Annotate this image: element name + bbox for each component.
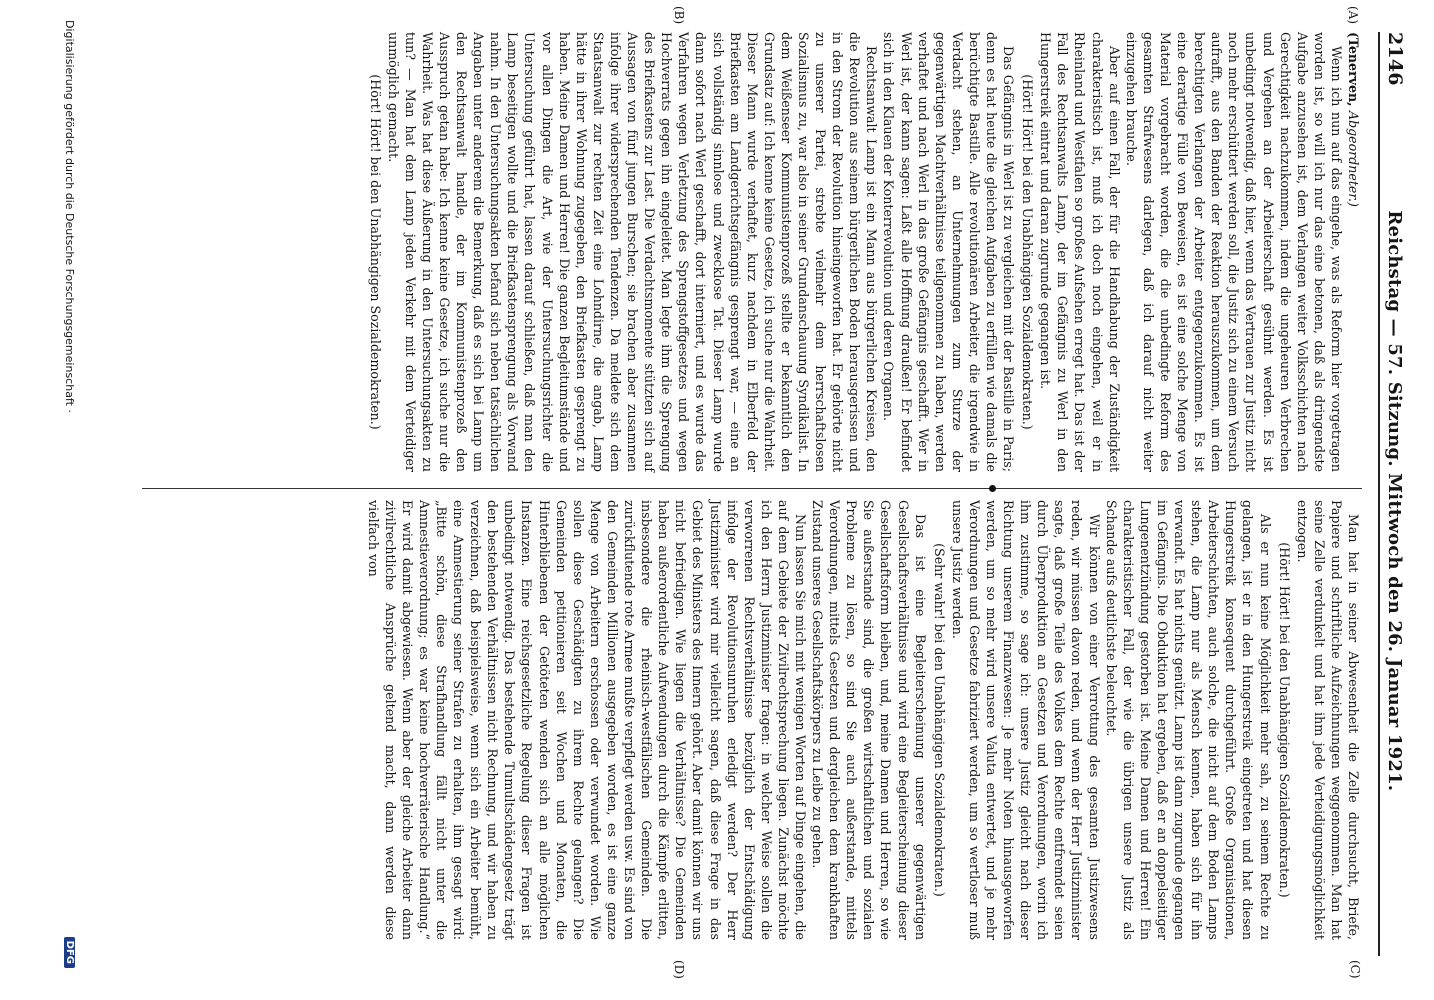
page-title: Reichstag — 57. Sitzung. Mittwoch den 26. Januar 1921. <box>1384 210 1405 792</box>
paragraph: Das Gefängnis in Werl ist zu vergleichen mit der Bastille in Paris; denn es hat heute die gleichen Aufgaben zu erfüllen wie damals die berüchtigte Bastille. Alle revolutionären Arbeiter, die irgendwie in Verdacht stehen, an Unternehmungen zum Sturze der gegenwärtigen Machtverhältnisse teilgenommen zu haben, werden verhaftet und nach Werl in das große Gefängnis geschafft. Wer in Werl ist, der kann sagen: Laßt alle Hoffnung draußen! Er befindet sich in den Klauen der Konterrevolution und deren Organen. <box>881 32 1017 472</box>
dfg-logo: DFG <box>64 937 75 968</box>
margin-marker-b: (B) <box>672 6 686 25</box>
interjection: (Hört! Hört! bei den Unabhängigen Sozialdemokraten.) <box>1020 74 1036 430</box>
paragraph: Wir können von einer Verrottung des gesamten Justizwesens reden, wir müssen davon reden, und wenn der Herr Justizminister sagte, daß große Teile des Volkes dem Rechte entfremdet seien durch Überproduktion an Gesetzen und Verordnungen, worin ich ihm zustimme, so sage ich: unsere Justiz gleicht nach dieser Richtung unserem Finanzwesen: Je mehr Noten hinausgeworfen werden, um so mehr wird unsere Valuta entwertet, und je mehr Verordnungen und Gesetze fabriziert werden, um so wertloser muß unsere Justiz werden. <box>949 500 1102 940</box>
right-column <box>182 500 1362 940</box>
paragraph: Rechtsanwalt Lamp ist ein Mann aus bürgerlichen Kreisen, den die Revolution aus seinem bürgerlichen Boden herausgerissen und in den Strom der Revolution hineingeworfen hat. Er gehörte nicht zu unserer Partei, strebte vielmehr dem herrschaftslosen Sozialismus zu, war also in seiner Grundanschauung Syndikalist. In dem Weißenseer Kommunistenprozeß stellte er bekanntlich den Grundsatz auf: Ich kenne keine Gesetze, ich suche nur die Wahrheit. Dieser Mann wurde verhaftet, kurz nachdem in Elberfeld der Briefkasten am Landgerichtsgefängnis gesprengt war, — eine an sich vollständig sinnlose und zwecklose Tat. Dieser Lamp wurde dann sofort nach Werl geschafft, dort interniert, und es wurde das Verfahren wegen Verletzung des Sprengstoffgesetzes und wegen Hochverrats gegen ihn eingeleitet. Man legte ihm die Sprengung des Briefkastens zur Last. Die Verdachtsmomente stützten sich auf Aussagen von fünf jungen Burschen; sie brachen aber zusammen infolge ihrer widersprechenden Tendenzen. Da meldete sich dem Staatsanwalt zur rechten Zeit eine Lohndirne, die angab, Lamp hätte in ihrer Wohnung zugegeben, den Briefkasten gesprengt zu haben. Meine Damen und Herren! Die ganzen Begleitumstände und vor allen Dingen die Art, wie der Untersuchungsrichter die Untersuchung geführt hat, lassen darauf schließen, daß man den Lamp beseitigen wollte und die Briefkastensprengung als Vorwand nahm. In den Untersuchungsakten befand sich neben tatsächlichen Angaben unter anderem die Bemerkung, daß es sich bei Lamp um den Rechtsanwalt handle, der im Kommunistenprozeß den Ausspruch getan habe: Ich kenne keine Gesetze, ich suche nur die Wahrheit. Was hat diese Äußerung in den Untersuchungsakten zu tun? — Man hat dem Lamp jeden Verkehr mit dem Verteidiger unmöglich gemacht. <box>385 32 880 472</box>
speaker-line <box>1345 32 1362 472</box>
page-header <box>1378 32 1406 956</box>
paragraph: Wenn ich nun auf das eingehe, was als Reform hier vorgetragen worden ist, so will ich nur das eine betonen, daß als dringendste Aufgabe anzusehen ist, dem Verlangen weiter Volksschichten nach Gerechtigkeit nachzukommen, indem die ungeheuren Verbrechen und Vergehen an der Arbeiterschaft gesühnt werden. Es ist unbedingt notwendig, daß hier, wenn das Vertrauen zur Justiz nicht noch mehr erschüttert werden soll, die Justiz sich zu einem Versuch aufrafft, aus den Banden der Reaktion herauszukommen, um dem berechtigten Verlangen der Arbeiter entgegenzukommen. Es ist eine derartige Fülle von Beweisen, es ist eine solche Menge von Material vorgebracht worden, die die unbedingte Reform des gesamten Strafwesens darlegen, daß ich darauf nicht weiter einzugehen brauche. <box>1123 32 1344 472</box>
interjection: (Hört! Hört! bei den Unabhängigen Sozialdemokraten.) <box>1276 542 1292 898</box>
left-column <box>182 32 1362 472</box>
margin-marker-d: (D) <box>672 960 686 979</box>
paragraph: Man hat in seiner Abwesenheit die Zelle durchsucht, Briefe, Papiere und schriftliche Aufzeichnungen weggenommen. Man hat seine Zelle verdunkelt und hat ihm jede Verteidigungsmöglichkeit entzogen. <box>1294 500 1361 940</box>
paragraph: Das ist eine Begleiterscheinung unserer gegenwärtigen Gesellschaftsverhältnisse und wird eine Begleiterscheinung dieser Gesellschaftsform bleiben, und, meine Damen und Herren, so wie Sie außerstande sind, die großen wirtschaftlichen und sozialen Probleme zu lösen, so sind Sie auch außerstande, mittels Verordnungen, mittels Gesetzen und dergleichen dem krankhaften Zustand unseres Gesellschaftskörpers zu Leibe zu gehen. <box>810 500 928 940</box>
footer-text: Digitalisierung gefördert durch die Deutsche Forschungsgemeinschaft · <box>63 20 76 413</box>
margin-marker-c: (C) <box>1348 960 1362 979</box>
paragraph: Als er nun keine Möglichkeit mehr sah, zu seinem Rechte zu gelangen, ist er in den Hungerstreik eingetreten und hat diesen Hungerstreik konsequent durchgeführt. Große Organisationen, Arbeiterschichten, auch solche, die nicht auf dem Boden Lamps stehen, die Lamp nur als Mensch kennen, haben sich für ihn verwandt. Es hat nichts genützt. Lamp ist dann zugrunde gegangen im Gefängnis. Die Obduktion hat ergeben, daß er an doppelseitiger Lungenentzündung gestorben ist. Meine Damen und Herren! Ein charakteristischer Fall, der wie die übrigen unsere Justiz als Schande aufs deutlichste beleuchtet. <box>1103 500 1273 940</box>
interjection: (Sehr wahr! bei den Unabhängigen Sozialdemokraten.) <box>931 543 947 897</box>
margin-marker-a: (A) <box>1346 6 1360 25</box>
newspaper-page <box>63 6 1406 979</box>
speaker-role: Abgeordneter.) <box>1346 110 1361 207</box>
page-number: 2146 <box>1384 32 1406 86</box>
divider-dot <box>989 485 996 492</box>
interjection: (Hört! Hört! bei den Unabhängigen Sozialdemokraten.) <box>367 74 383 430</box>
column-divider <box>142 488 1362 489</box>
speaker-name: (Tenerven, <box>1346 32 1361 107</box>
paragraph: Aber auf einen Fall, der für die Handhabung der Zuständigkeit charakteristisch ist, muß ich doch noch eingehen, weil er in Rheinland und Westfalen so großes Aufsehen erregt hat. Das ist der Fall des Rechtsanwalts Lamp, der im Gefängnis zu Werl in den Hungerstreik eintrat und daran zugrunde gegangen ist. <box>1038 32 1122 472</box>
paragraph: Nun lassen Sie mich mit wenigen Worten auf Dinge eingehen, die auf dem Gebiete der Zivilrechtsprechung liegen. Zunächst möchte ich den Herrn Justizminister fragen: in welcher Weise sollen die verworrenen Rechtsverhältnisse bezüglich der Entschädigung infolge der Revolutionsunruhen erledigt werden? Der Herr Justizminister wird mir vielleicht sagen, daß diese Frage in das Gebiet des Ministers des Innern gehört. Aber damit können wir uns nicht befriedigen. Wie liegen die Verhältnisse? Die Gemeinden haben außerordentliche Aufwendungen durch die Kämpfe erlitten, insbesondere die rheinisch-westfälischen Gemeinden. Die zurückflutende rote Armee mußte verpflegt werden usw. Es sind von den Gemeinden Millionen ausgegeben worden, es ist eine ganze Menge von Arbeitern erschossen oder verwundet worden. Wie sollen diese Geschädigten zu ihrem Rechte gelangen? Die Gemeinden petitionieren seit Wochen und Monaten, die Hinterbliebenen der Getöteten wenden sich an alle möglichen Instanzen. Eine reichsgesetzliche Regelung dieser Fragen ist unbedingt notwendig. Das bestehende Tumultschädengesetz trägt den bestehenden Verhältnissen nicht Rechnung, und wir haben zu verzeichnen, daß beispielsweise, wenn sich ein Arbeiter bemüht, eine Amnestierung seiner Strafen zu erhalten, ihm gesagt wird: „Bitte schön, diese Strafhandlung fällt nicht unter die Amnestieverordnung; es war keine hochverräterische Handlung.“ Er wird damit abgewiesen. Wenn aber der gleiche Arbeiter dann zivilrechtliche Ansprüche geltend macht, dann werden diese vielfach von <box>365 500 808 940</box>
digitization-footer <box>63 20 76 968</box>
